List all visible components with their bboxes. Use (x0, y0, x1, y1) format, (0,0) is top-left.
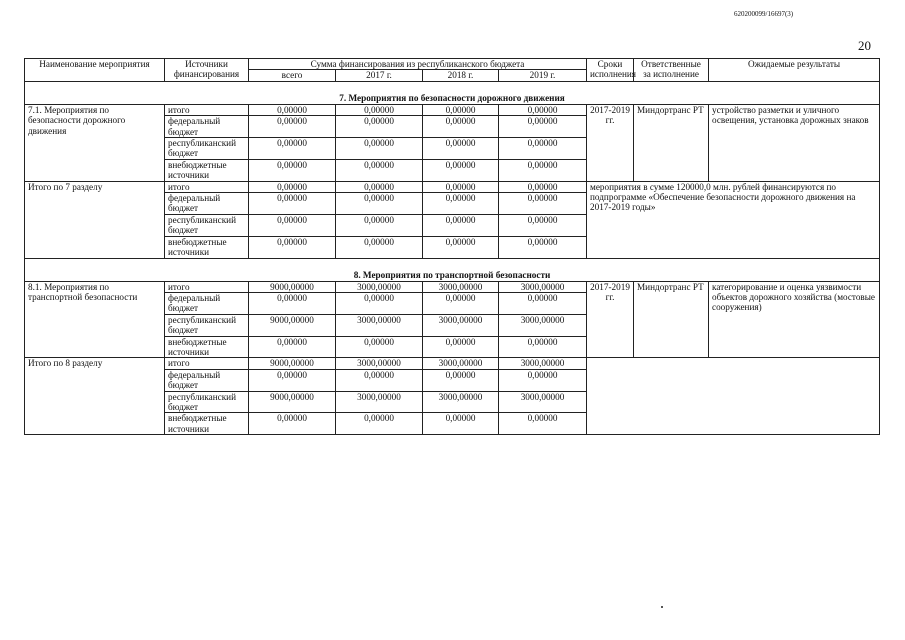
source-cell: федеральный бюджет (165, 193, 249, 215)
value-cell: 3000,00000 (336, 358, 423, 369)
header-results: Ожидаемые результаты (709, 59, 880, 82)
value-cell: 0,00000 (499, 336, 587, 358)
value-cell: 0,00000 (423, 181, 499, 192)
value-cell: 0,00000 (249, 138, 336, 160)
value-cell: 0,00000 (499, 159, 587, 181)
value-cell: 0,00000 (249, 104, 336, 115)
value-cell: 0,00000 (249, 413, 336, 435)
value-cell: 0,00000 (249, 116, 336, 138)
value-cell: 0,00000 (423, 336, 499, 358)
value-cell: 9000,00000 (249, 314, 336, 336)
source-cell: итого (165, 181, 249, 192)
value-cell: 3000,00000 (499, 314, 587, 336)
value-cell: 0,00000 (499, 193, 587, 215)
header-total: всего (249, 70, 336, 81)
value-cell: 0,00000 (249, 193, 336, 215)
value-cell: 0,00000 (423, 104, 499, 115)
header-responsible: Ответственные за исполнение (634, 59, 709, 82)
result-cell: категорирование и оценка уязвимости объектов дорожного хозяйства (мостовые сооружения) (709, 281, 880, 358)
value-cell: 0,00000 (499, 236, 587, 258)
source-cell: итого (165, 104, 249, 115)
value-cell: 0,00000 (336, 116, 423, 138)
value-cell: 3000,00000 (423, 281, 499, 292)
value-cell: 0,00000 (499, 116, 587, 138)
value-cell: 0,00000 (423, 116, 499, 138)
section-title-row (25, 81, 880, 104)
source-cell: федеральный бюджет (165, 292, 249, 314)
value-cell: 0,00000 (336, 214, 423, 236)
value-cell: 3000,00000 (423, 314, 499, 336)
value-cell: 3000,00000 (499, 358, 587, 369)
scan-speck (661, 606, 663, 608)
table-row (25, 181, 880, 192)
value-cell: 0,00000 (423, 159, 499, 181)
source-cell: внебюджетные источники (165, 236, 249, 258)
value-cell: 3000,00000 (423, 391, 499, 413)
value-cell: 0,00000 (336, 369, 423, 391)
total-name: Итого по 8 разделу (25, 358, 165, 435)
value-cell: 0,00000 (249, 159, 336, 181)
value-cell: 0,00000 (249, 181, 336, 192)
source-cell: внебюджетные источники (165, 413, 249, 435)
value-cell: 0,00000 (249, 369, 336, 391)
value-cell: 0,00000 (249, 236, 336, 258)
value-cell: 0,00000 (336, 336, 423, 358)
value-cell: 0,00000 (499, 214, 587, 236)
responsible-cell: Миндортранс РТ (634, 104, 709, 181)
value-cell: 0,00000 (336, 413, 423, 435)
total-name: Итого по 7 разделу (25, 181, 165, 258)
value-cell: 3000,00000 (423, 358, 499, 369)
section-8-title: 8. Мероприятия по транспортной безопасности (25, 258, 880, 281)
source-cell: республиканский бюджет (165, 138, 249, 160)
item-name: 8.1. Мероприятия по транспортной безопасности (25, 281, 165, 358)
value-cell: 0,00000 (336, 193, 423, 215)
value-cell: 0,00000 (423, 292, 499, 314)
header-terms: Сроки исполнения (587, 59, 634, 82)
source-cell: республиканский бюджет (165, 214, 249, 236)
value-cell: 0,00000 (423, 193, 499, 215)
source-cell: республиканский бюджет (165, 314, 249, 336)
value-cell: 0,00000 (499, 181, 587, 192)
value-cell: 0,00000 (336, 181, 423, 192)
source-cell: федеральный бюджет (165, 369, 249, 391)
value-cell: 0,00000 (499, 292, 587, 314)
source-cell: итого (165, 281, 249, 292)
value-cell: 0,00000 (423, 413, 499, 435)
value-cell: 9000,00000 (249, 358, 336, 369)
header-sources: Источники финансирования (165, 59, 249, 82)
header-row-1 (25, 59, 880, 70)
terms-cell: 2017-2019 гг. (587, 104, 634, 181)
page-number: 20 (858, 38, 871, 53)
value-cell: 0,00000 (423, 369, 499, 391)
value-cell: 0,00000 (423, 214, 499, 236)
value-cell: 0,00000 (336, 138, 423, 160)
total-note (587, 358, 880, 435)
source-cell: внебюджетные источники (165, 336, 249, 358)
table-row (25, 281, 880, 292)
header-name: Наименование мероприятия (25, 59, 165, 82)
value-cell: 0,00000 (249, 214, 336, 236)
value-cell: 9000,00000 (249, 391, 336, 413)
value-cell: 3000,00000 (336, 281, 423, 292)
section-7-title: 7. Мероприятия по безопасности дорожного движения (25, 81, 880, 104)
table-row (25, 104, 880, 115)
value-cell: 0,00000 (499, 138, 587, 160)
value-cell: 0,00000 (336, 236, 423, 258)
value-cell: 3000,00000 (336, 314, 423, 336)
terms-cell: 2017-2019 гг. (587, 281, 634, 358)
value-cell: 0,00000 (249, 292, 336, 314)
value-cell: 0,00000 (423, 138, 499, 160)
funding-table (24, 58, 880, 435)
value-cell: 0,00000 (499, 413, 587, 435)
value-cell: 0,00000 (499, 104, 587, 115)
result-cell: устройство разметки и уличного освещения, установка дорожных знаков (709, 104, 880, 181)
header-2017: 2017 г. (336, 70, 423, 81)
value-cell: 0,00000 (423, 236, 499, 258)
value-cell: 3000,00000 (336, 391, 423, 413)
source-cell: республиканский бюджет (165, 391, 249, 413)
section-title-row (25, 258, 880, 281)
source-cell: итого (165, 358, 249, 369)
value-cell: 0,00000 (336, 292, 423, 314)
value-cell: 3000,00000 (499, 281, 587, 292)
total-note: мероприятия в сумме 120000,0 млн. рублей финансируются по подпрограмме «Обеспечение безопасности дорожного движения на 2017-2019 годы» (587, 181, 880, 258)
table-row (25, 358, 880, 369)
value-cell: 0,00000 (336, 159, 423, 181)
value-cell: 0,00000 (336, 104, 423, 115)
value-cell: 3000,00000 (499, 391, 587, 413)
source-cell: федеральный бюджет (165, 116, 249, 138)
value-cell: 9000,00000 (249, 281, 336, 292)
source-cell: внебюджетные источники (165, 159, 249, 181)
value-cell: 0,00000 (249, 336, 336, 358)
header-2019: 2019 г. (499, 70, 587, 81)
header-sum: Сумма финансирования из республиканского бюджета (249, 59, 587, 70)
header-2018: 2018 г. (423, 70, 499, 81)
item-name: 7.1. Мероприятия по безопасности дорожного движения (25, 104, 165, 181)
document-number: 620200099/16697(3) (734, 10, 794, 18)
value-cell: 0,00000 (499, 369, 587, 391)
responsible-cell: Миндортранс РТ (634, 281, 709, 358)
